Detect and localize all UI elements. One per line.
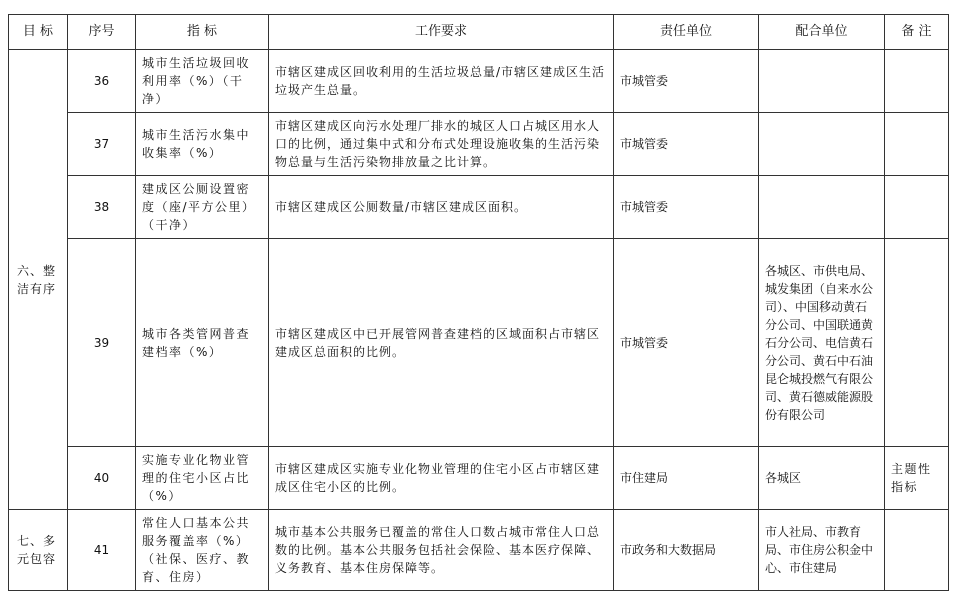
row-requirement: 市辖区建成区回收利用的生活垃圾总量/市辖区建成区生活垃圾产生总量。 bbox=[269, 50, 614, 113]
indicator-table bbox=[8, 14, 949, 591]
row-responsible: 市城管委 bbox=[614, 176, 759, 239]
goal-cell: 七、多元包容 bbox=[9, 510, 68, 591]
table-row bbox=[9, 239, 949, 447]
header-num: 序号 bbox=[68, 15, 136, 50]
row-remark bbox=[885, 113, 949, 176]
row-cooperating: 各城区、市供电局、城发集团（自来水公司）、中国移动黄石分公司、中国联通黄石分公司、电信黄石分公司、黄石中石油昆仑城投燃气有限公司、黄石德威能源股份有限公司 bbox=[759, 239, 885, 447]
row-remark bbox=[885, 50, 949, 113]
row-remark bbox=[885, 239, 949, 447]
row-requirement: 市辖区建成区向污水处理厂排水的城区人口占城区用水人口的比例，通过集中式和分布式处理设施收集的生活污染物总量与生活污染物排放量之比计算。 bbox=[269, 113, 614, 176]
header-responsible: 责任单位 bbox=[614, 15, 759, 50]
row-requirement: 市辖区建成区实施专业化物业管理的住宅小区占市辖区建成区住宅小区的比例。 bbox=[269, 447, 614, 510]
row-responsible: 市城管委 bbox=[614, 113, 759, 176]
row-cooperating bbox=[759, 176, 885, 239]
header-row bbox=[9, 15, 949, 50]
row-indicator: 城市各类管网普查建档率（%） bbox=[136, 239, 269, 447]
row-num: 40 bbox=[68, 447, 136, 510]
row-responsible: 市住建局 bbox=[614, 447, 759, 510]
row-indicator: 建成区公厕设置密度（座/平方公里）（干净） bbox=[136, 176, 269, 239]
row-remark bbox=[885, 510, 949, 591]
row-cooperating bbox=[759, 113, 885, 176]
table-row bbox=[9, 447, 949, 510]
header-requirement: 工作要求 bbox=[269, 15, 614, 50]
row-num: 39 bbox=[68, 239, 136, 447]
row-remark bbox=[885, 176, 949, 239]
table-row bbox=[9, 113, 949, 176]
row-requirement: 市辖区建成区公厕数量/市辖区建成区面积。 bbox=[269, 176, 614, 239]
header-goal: 目 标 bbox=[9, 15, 68, 50]
header-cooperating: 配合单位 bbox=[759, 15, 885, 50]
row-cooperating bbox=[759, 50, 885, 113]
row-cooperating: 各城区 bbox=[759, 447, 885, 510]
row-responsible: 市城管委 bbox=[614, 239, 759, 447]
row-num: 38 bbox=[68, 176, 136, 239]
row-requirement: 市辖区建成区中已开展管网普查建档的区域面积占市辖区建成区总面积的比例。 bbox=[269, 239, 614, 447]
table-row bbox=[9, 176, 949, 239]
row-indicator: 城市生活垃圾回收利用率（%）（干净） bbox=[136, 50, 269, 113]
goal-cell: 六、整洁有序 bbox=[9, 50, 68, 510]
row-num: 37 bbox=[68, 113, 136, 176]
row-indicator: 实施专业化物业管理的住宅小区占比（%） bbox=[136, 447, 269, 510]
row-requirement: 城市基本公共服务已覆盖的常住人口数占城市常住人口总数的比例。基本公共服务包括社会保险、基本医疗保障、义务教育、基本住房保障等。 bbox=[269, 510, 614, 591]
row-indicator: 常住人口基本公共服务覆盖率（%）（社保、医疗、教育、住房） bbox=[136, 510, 269, 591]
row-num: 36 bbox=[68, 50, 136, 113]
row-remark: 主题性指标 bbox=[885, 447, 949, 510]
row-responsible: 市政务和大数据局 bbox=[614, 510, 759, 591]
header-remark: 备 注 bbox=[885, 15, 949, 50]
table-row bbox=[9, 50, 949, 113]
row-cooperating: 市人社局、市教育局、市住房公积金中心、市住建局 bbox=[759, 510, 885, 591]
row-indicator: 城市生活污水集中收集率（%） bbox=[136, 113, 269, 176]
table-row bbox=[9, 510, 949, 591]
header-indicator: 指 标 bbox=[136, 15, 269, 50]
row-responsible: 市城管委 bbox=[614, 50, 759, 113]
row-num: 41 bbox=[68, 510, 136, 591]
